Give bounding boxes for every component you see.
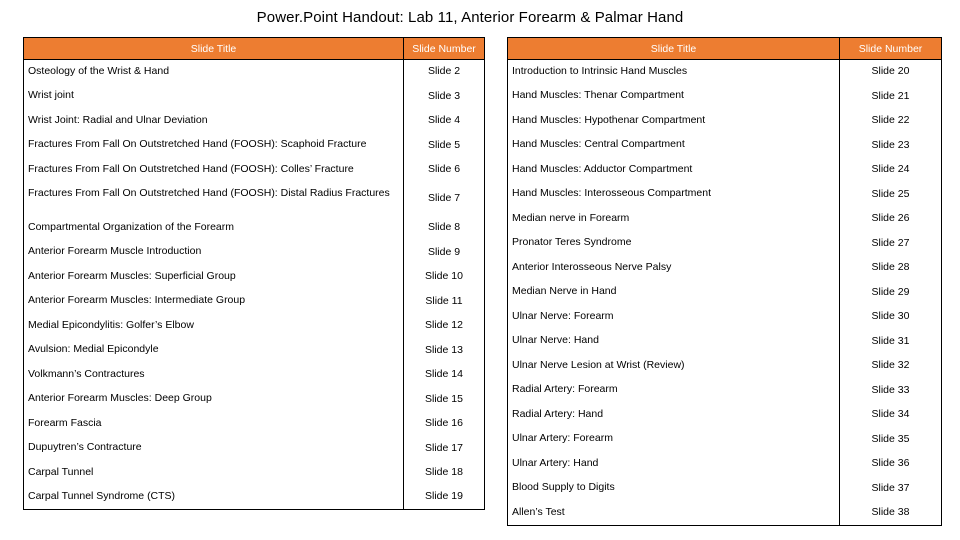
table-row: [508, 280, 942, 305]
slide-title-cell: [508, 60, 840, 84]
slide-title-cell: [24, 182, 404, 216]
table-row: [24, 182, 485, 216]
column-header-slide-title: Slide Title: [24, 38, 404, 60]
table-row: [24, 314, 485, 338]
table-row: [24, 84, 485, 109]
slide-number-cell: Slide 25: [840, 182, 942, 207]
slide-number-cell: Slide 14: [404, 363, 485, 387]
slide-title-text: Medial Epicondylitis: Golfer’s Elbow: [28, 318, 194, 331]
slide-title-text: Carpal Tunnel Syndrome (CTS): [28, 489, 176, 502]
slide-title-cell: [24, 387, 404, 412]
slide-number-cell: Slide 15: [404, 387, 485, 412]
slide-title-cell: [508, 109, 840, 133]
slide-title-text: Forearm Fascia: [28, 416, 102, 429]
slide-title-text: Carpal Tunnel: [28, 465, 94, 478]
table-row: [24, 158, 485, 182]
right-slide-table: [507, 37, 942, 526]
slide-title-text: Anterior Forearm Muscles: Superficial Group: [28, 269, 236, 282]
slide-number-cell: Slide 28: [840, 256, 942, 280]
table-row: [508, 133, 942, 158]
slide-title-cell: [508, 403, 840, 427]
table-row: [508, 109, 942, 133]
slide-title-cell: [508, 427, 840, 452]
slide-title-text: Ulnar Nerve Lesion at Wrist (Review): [512, 358, 685, 371]
slide-title-cell: [24, 84, 404, 109]
table-row: [508, 427, 942, 452]
slide-number-cell: Slide 37: [840, 476, 942, 501]
table-row: [508, 60, 942, 84]
table-row: [508, 305, 942, 329]
slide-number-cell: Slide 27: [840, 231, 942, 256]
slide-title-text: Allen’s Test: [512, 505, 565, 518]
slide-title-cell: [508, 354, 840, 378]
slide-title-text: Anterior Forearm Muscles: Intermediate Group: [28, 293, 246, 306]
slide-number-cell: Slide 19: [404, 485, 485, 510]
slide-number-cell: Slide 35: [840, 427, 942, 452]
slide-title-text: Compartmental Organization of the Forearm: [28, 220, 235, 233]
slide-number-cell: Slide 5: [404, 133, 485, 158]
table-row: [508, 403, 942, 427]
table-row: [24, 412, 485, 436]
slide-title-text: Pronator Teres Syndrome: [512, 235, 632, 248]
slide-title-text: Ulnar Artery: Forearm: [512, 431, 613, 444]
slide-title-cell: [508, 501, 840, 526]
table-header-row: [24, 38, 485, 60]
table-row: [24, 289, 485, 314]
slide-title-text: Hand Muscles: Thenar Compartment: [512, 88, 684, 101]
slide-title-cell: [24, 265, 404, 289]
table-row: [24, 436, 485, 461]
slide-title-text: Fractures From Fall On Outstretched Hand (FOOSH): Scaphoid Fracture: [28, 137, 367, 150]
slide-number-cell: Slide 13: [404, 338, 485, 363]
slide-number-cell: Slide 9: [404, 240, 485, 265]
table-row: [24, 240, 485, 265]
slide-title-text: Hand Muscles: Hypothenar Compartment: [512, 113, 706, 126]
slide-number-cell: Slide 10: [404, 265, 485, 289]
slide-title-cell: [24, 109, 404, 133]
slide-number-cell: Slide 30: [840, 305, 942, 329]
slide-title-text: Anterior Forearm Muscle Introduction: [28, 244, 202, 257]
table-header-row: [508, 38, 942, 60]
slide-number-cell: Slide 6: [404, 158, 485, 182]
table-row: [24, 461, 485, 485]
slide-title-cell: [24, 133, 404, 158]
slide-title-text: Hand Muscles: Central Compartment: [512, 137, 685, 150]
slide-title-text: Hand Muscles: Adductor Compartment: [512, 162, 693, 175]
table-row: [508, 84, 942, 109]
page-title: Power.Point Handout: Lab 11, Anterior Forearm & Palmar Hand: [256, 9, 684, 26]
slide-title-cell: [508, 329, 840, 354]
slide-title-text: Fractures From Fall On Outstretched Hand (FOOSH): Distal Radius Fractures: [28, 186, 390, 199]
slide-title-text: Osteology of the Wrist & Hand: [28, 65, 170, 77]
slide-title-cell: [24, 60, 404, 84]
slide-title-text: Ulnar Nerve: Hand: [512, 333, 599, 346]
column-header-slide-number: Slide Number: [840, 38, 942, 60]
slide-title-cell: [508, 231, 840, 256]
slide-number-cell: Slide 24: [840, 158, 942, 182]
table-row: [24, 216, 485, 240]
slide-title-cell: [508, 280, 840, 305]
slide-title-text: Median Nerve in Hand: [512, 284, 617, 297]
slide-title-cell: [24, 240, 404, 265]
column-header-slide-number: Slide Number: [404, 38, 485, 60]
table-row: [24, 485, 485, 510]
slide-title-cell: [24, 338, 404, 363]
table-row: [508, 158, 942, 182]
slide-title-text: Dupuytren’s Contracture: [28, 440, 142, 453]
table-row: [24, 109, 485, 133]
slide-number-cell: Slide 22: [840, 109, 942, 133]
slide-number-cell: Slide 21: [840, 84, 942, 109]
slide-title-text: Wrist joint: [28, 88, 74, 101]
slide-number-cell: Slide 23: [840, 133, 942, 158]
slide-number-cell: Slide 38: [840, 501, 942, 526]
table-row: [24, 60, 485, 84]
column-header-slide-title: Slide Title: [508, 38, 840, 60]
table-row: [508, 182, 942, 207]
left-table-body: [24, 60, 485, 510]
table-row: [508, 476, 942, 501]
slide-number-cell: Slide 11: [404, 289, 485, 314]
slide-title-cell: [508, 207, 840, 231]
slide-title-cell: [508, 378, 840, 403]
slide-title-text: Blood Supply to Digits: [512, 480, 615, 493]
slide-title-cell: [24, 363, 404, 387]
slide-title-text: Radial Artery: Forearm: [512, 382, 618, 395]
table-row: [24, 338, 485, 363]
slide-title-text: Anterior Forearm Muscles: Deep Group: [28, 391, 212, 404]
slide-number-cell: Slide 3: [404, 84, 485, 109]
slide-title-cell: [508, 133, 840, 158]
slide-title-text: Hand Muscles: Interosseous Compartment: [512, 186, 712, 199]
slide-number-cell: Slide 34: [840, 403, 942, 427]
slide-number-cell: Slide 33: [840, 378, 942, 403]
slide-number-cell: Slide 20: [840, 60, 942, 84]
slide-title-cell: [508, 256, 840, 280]
slide-number-cell: Slide 17: [404, 436, 485, 461]
slide-title-text: Radial Artery: Hand: [512, 407, 604, 420]
table-row: [24, 387, 485, 412]
slide-number-cell: Slide 4: [404, 109, 485, 133]
slide-title-cell: [508, 182, 840, 207]
slide-number-cell: Slide 12: [404, 314, 485, 338]
slide-number-cell: Slide 26: [840, 207, 942, 231]
right-table-body: [508, 60, 942, 526]
slide-title-cell: [508, 476, 840, 501]
slide-title-text: Ulnar Nerve: Forearm: [512, 309, 614, 322]
slide-number-cell: Slide 32: [840, 354, 942, 378]
left-slide-table: [23, 37, 485, 510]
slide-title-cell: [508, 84, 840, 109]
table-row: [508, 452, 942, 476]
slide-title-cell: [24, 485, 404, 510]
slide-number-cell: Slide 31: [840, 329, 942, 354]
slide-title-text: Volkmann’s Contractures: [28, 367, 145, 380]
table-row: [24, 363, 485, 387]
slide-title-cell: [24, 436, 404, 461]
table-row: [508, 256, 942, 280]
slide-title-cell: [24, 289, 404, 314]
slide-title-cell: [24, 314, 404, 338]
slide-title-text: Ulnar Artery: Hand: [512, 456, 599, 469]
table-row: [508, 207, 942, 231]
table-row: [24, 133, 485, 158]
table-row: [508, 501, 942, 526]
slide-title-cell: [24, 216, 404, 240]
slide-number-cell: Slide 2: [404, 60, 485, 84]
slide-title-cell: [24, 412, 404, 436]
slide-number-cell: Slide 18: [404, 461, 485, 485]
slide-number-cell: Slide 36: [840, 452, 942, 476]
table-row: [508, 378, 942, 403]
slide-title-cell: [508, 452, 840, 476]
table-row: [508, 329, 942, 354]
slide-number-cell: Slide 8: [404, 216, 485, 240]
slide-title-cell: [508, 305, 840, 329]
table-row: [508, 354, 942, 378]
slide-title-text: Avulsion: Medial Epicondyle: [28, 342, 159, 355]
slide-number-cell: Slide 7: [404, 182, 485, 216]
slide-title-cell: [24, 461, 404, 485]
slide-title-text: Median nerve in Forearm: [512, 211, 630, 224]
slide-title-cell: [24, 158, 404, 182]
slide-title-text: Wrist Joint: Radial and Ulnar Deviation: [28, 113, 208, 126]
slide-title-cell: [508, 158, 840, 182]
table-row: [508, 231, 942, 256]
slide-title-text: Fractures From Fall On Outstretched Hand (FOOSH): Colles’ Fracture: [28, 162, 354, 175]
slide-number-cell: Slide 16: [404, 412, 485, 436]
table-row: [24, 265, 485, 289]
slide-number-cell: Slide 29: [840, 280, 942, 305]
slide-title-text: Introduction to Intrinsic Hand Muscles: [512, 65, 688, 77]
slide-title-text: Anterior Interosseous Nerve Palsy: [512, 260, 672, 273]
